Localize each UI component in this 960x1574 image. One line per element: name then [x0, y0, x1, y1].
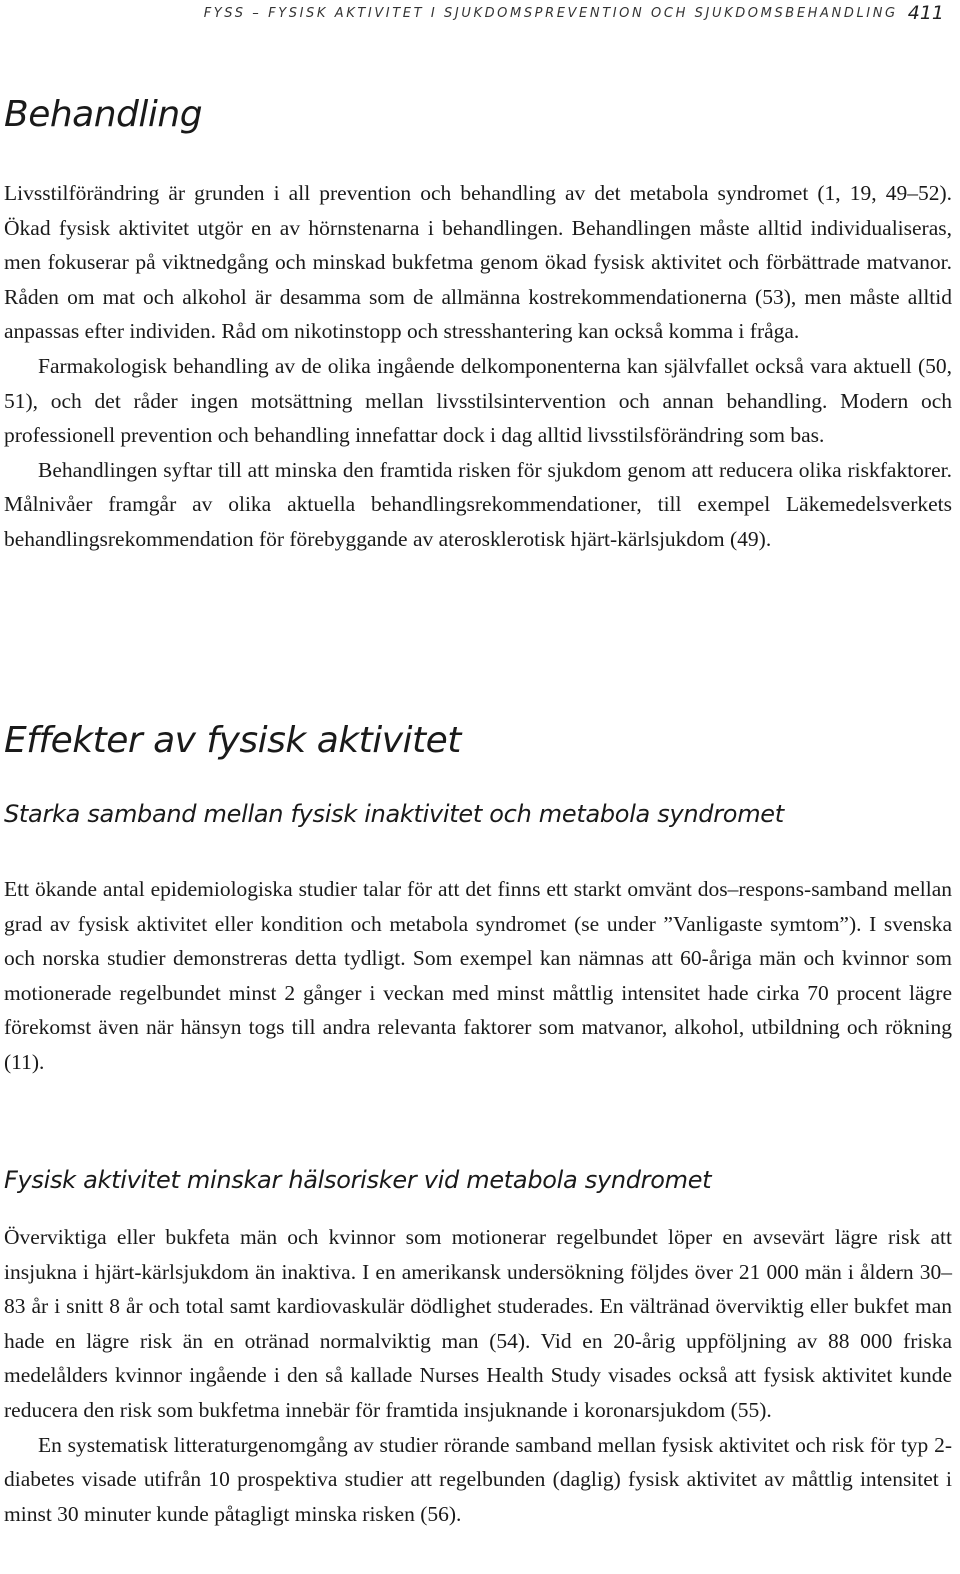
- subsection-heading-halsorisker: Fysisk aktivitet minskar hälsorisker vid metabola syndromet: [4, 1166, 712, 1194]
- paragraph: Ett ökande antal epidemiologiska studier talar för att det finns ett starkt omvänt dos–respons-samband mellan grad av fysisk aktivitet eller kondition och metabola syndromet (se under ”Vanligaste symtom”). I svenska och norska studier demonstreras detta tydligt. Som exempel kan nämnas att 60-åriga män och kvinnor som motionerade regelbundet minst 2 gånger i veckan med minst måttlig intensitet hade cirka 70 procent lägre förekomst även när hänsyn togs till andra relevanta faktorer som matvanor, alkohol, utbildning och rökning (11).: [4, 877, 952, 1074]
- subsection-body-halsorisker: [4, 1220, 952, 1531]
- section-heading-effekter: Effekter av fysisk aktivitet: [4, 720, 461, 761]
- page-number: 411: [907, 2, 944, 24]
- section-heading-behandling: Behandling: [4, 94, 203, 135]
- paragraph: Livsstilförändring är grunden i all prevention och behandling av det metabola syndromet (1, 19, 49–52). Ökad fysisk aktivitet utgör en av hörnstenarna i behandlingen. Behandlingen måste alltid individualiseras, men fokuserar på viktnedgång och minskad bukfetma genom ökad fysisk aktivitet och förbättrade matvanor. Råden om mat och alkohol är desamma som de allmänna kostrekommendationerna (53), men måste alltid anpassas efter individen. Råd om nikotinstopp och stresshantering kan också komma i fråga.: [4, 181, 952, 344]
- subsection-body-starka-samband: [4, 872, 952, 1080]
- paragraph: En systematisk litteraturgenomgång av studier rörande samband mellan fysisk aktivitet och risk för typ 2-diabetes visade utifrån 10 prospektiva studier att regelbunden (daglig) fysisk aktivitet av måttlig intensitet i minst 30 minuter kunde påtagligt minska risken (56).: [4, 1432, 952, 1526]
- paragraph: Behandlingen syftar till att minska den framtida risken för sjukdom genom att reducera olika riskfaktorer. Målnivåer framgår av olika aktuella behandlingsrekommendationer, till exempel Läkemedelsverkets behandlingsrekommendation för förebyggande av aterosklerotisk hjärt-kärlsjukdom (49).: [4, 457, 952, 551]
- paragraph: Överviktiga eller bukfeta män och kvinnor som motionerar regelbundet löper en avsevärt lägre risk att insjukna i hjärt-kärlsjukdom än inaktiva. I en amerikansk undersökning följdes över 21 000 män i åldern 30–83 år i snitt 8 år och total samt kardiovaskulär dödlighet studerades. En vältränad överviktig eller bukfet man hade en lägre risk än en otränad normalviktig man (54). Vid en 20-årig uppföljning av 88 000 friska medelålders kvinnor ingående i den så kallade Nurses Health Study visades också att fysisk aktivitet kunde reducera den risk som bukfetma innebär för framtida insjuknande i koronarsjukdom (55).: [4, 1225, 952, 1422]
- running-title: FYSS – FYSISK AKTIVITET I SJUKDOMSPREVENTION OCH SJUKDOMSBEHANDLING: [203, 5, 898, 21]
- section-body-behandling: [4, 176, 952, 557]
- paragraph: Farmakologisk behandling av de olika ingående delkomponenterna kan självfallet också vara aktuell (50, 51), och det råder ingen motsättning mellan livsstilsintervention och annan behandling. Modern och professionell prevention och behandling innefattar dock i dag alltid livsstilsförändring som bas.: [4, 353, 952, 448]
- running-header: [204, 0, 944, 26]
- subsection-heading-starka-samband: Starka samband mellan fysisk inaktivitet och metabola syndromet: [4, 800, 784, 828]
